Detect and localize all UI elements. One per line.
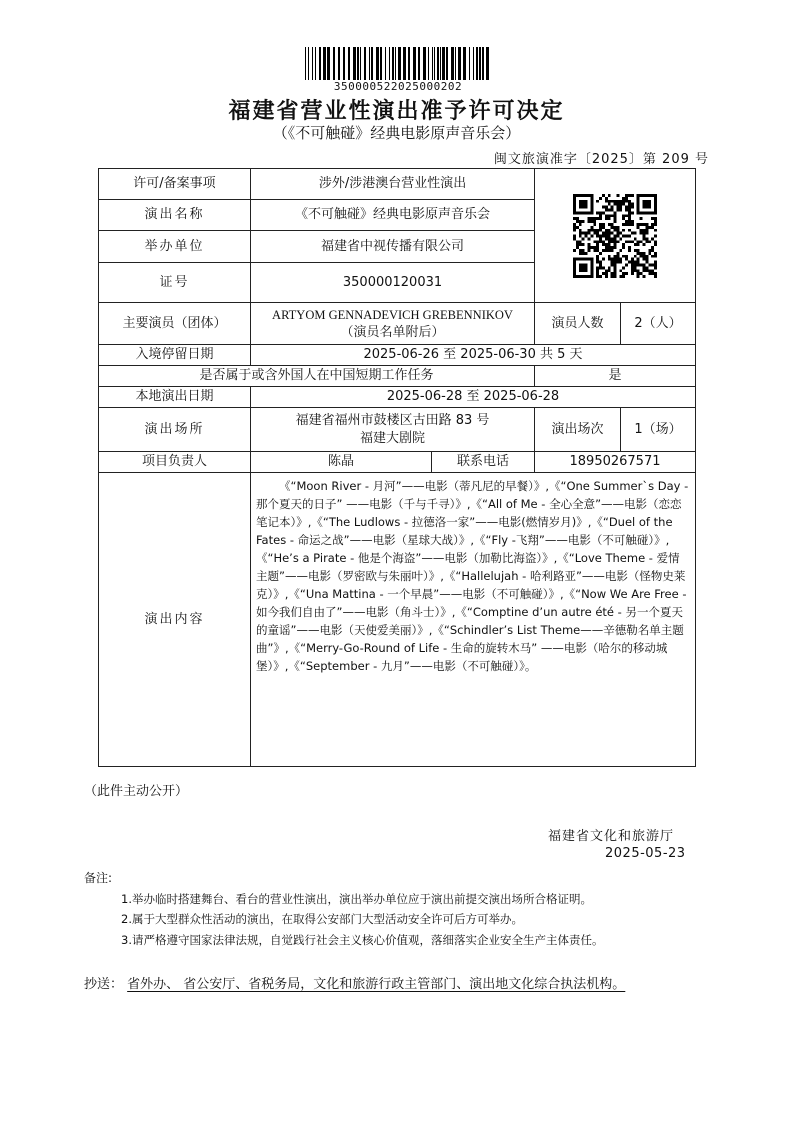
cc-recipients: 省外办、 省公安厅、省税务局，文化和旅游行政主管部门、演出地文化综合执法机构。 [127, 977, 626, 992]
sessions-label: 演出场次 [535, 408, 621, 452]
document-title: 福建省营业性演出准予许可决定 [228, 99, 565, 124]
cc-block [84, 974, 714, 996]
organizer-label: 举办单位 [99, 231, 251, 263]
stay-value: 2025-06-26 至 2025-06-30 共 5 天 [251, 345, 696, 366]
manager-label: 项目负责人 [99, 452, 251, 473]
license-label: 证号 [99, 263, 251, 303]
license-value: 350000120031 [251, 263, 535, 303]
show-name-label: 演出名称 [99, 200, 251, 231]
document-subtitle: （《不可触碰》经典电影原声音乐会） [272, 124, 521, 142]
venue-address: 福建省福州市鼓楼区古田路 83 号 [295, 412, 490, 428]
permit-table [98, 168, 696, 767]
qr-code-image [573, 194, 657, 278]
short-term-label: 是否属于或含外国人在中国短期工作任务 [99, 366, 535, 387]
organizer-value: 福建省中视传播有限公司 [251, 231, 535, 263]
short-term-value: 是 [535, 366, 696, 387]
venue-name: 福建大剧院 [360, 430, 426, 446]
local-dates-label: 本地演出日期 [99, 387, 251, 408]
content-value: 《“Moon River - 月河”——电影（蒂凡尼的早餐）》,《“One Summer`s Day - 那个夏天的日子” ——电影（千与千寻）》,《“All of Me - 全心全意”——电影（恋恋笔记本）》,《“The Ludlows - 拉德洛一家”——电影(燃情岁月)》,《“Duel of the Fates - 命运之战”——电影（星球大战）》,《“Fly -飞翔”——电影（不可触碰）》,《“He’s a Pirate - 他是个海盗”——电影（加勒比海盗）》,《“Love Theme - 爱情主题”——电影（罗密欧与朱丽叶）》,《“Hallelujah - 哈利路亚”——电影（怪物史莱克）》,《“Una Mattina - 一个早晨”——电影（不可触碰）》,《“Now We Are Free - 如今我们自由了”——电影（角斗士）》,《“Comptine d’un autre été - 另一个夏天的童谣”——电影（天使爱美丽）》,《“Schindler’s List Theme——辛德勒名单主题曲”》,《“Merry-Go-Round of Life - 生命的旋转木马” ——电影（哈尔的移动城堡）》,《“September - 九月”——电影（不可触碰）》。 [251, 473, 696, 767]
manager-value: 陈晶 [251, 452, 432, 473]
local-dates-value: 2025-06-28 至 2025-06-28 [251, 387, 696, 408]
content-label: 演出内容 [99, 473, 251, 767]
cc-label: 抄送： [84, 977, 124, 992]
permit-type-value: 涉外/涉港澳台营业性演出 [251, 169, 535, 200]
public-note: （此件主动公开） [84, 784, 189, 799]
phone-label: 联系电话 [432, 452, 535, 473]
venue-value [251, 408, 535, 452]
remark-item: 3.请严格遵守国家法律法规，自觉践行社会主义核心价值观，落细落实企业安全生产主体责任。 [121, 933, 604, 947]
issuer-name: 福建省文化和旅游厅 [548, 829, 675, 844]
venue-label: 演出场所 [99, 408, 251, 452]
performers-label: 主要演员（团体） [99, 303, 251, 345]
qr-cell [535, 169, 696, 303]
sessions-value: 1（场） [621, 408, 696, 452]
show-name-value: 《不可触碰》经典电影原声音乐会 [251, 200, 535, 231]
performers-note: （演员名单附后） [340, 324, 445, 340]
remark-item: 1.举办临时搭建舞台、看台的营业性演出，演出举办单位应于演出前提交演出场所合格证明。 [121, 892, 592, 906]
remarks-heading: 备注: [84, 871, 113, 885]
stay-label: 入境停留日期 [99, 345, 251, 366]
barcode-image [305, 47, 491, 80]
document-number: 闽文旅演准字〔2025〕第 209 号 [493, 152, 709, 167]
phone-value: 18950267571 [535, 452, 696, 473]
performers-name: ARTYOM GENNADEVICH GREBENNIKOV [272, 307, 513, 322]
remark-item: 2.属于大型群众性活动的演出，在取得公安部门大型活动安全许可后方可举办。 [121, 912, 523, 926]
barcode-number: 350000522025000202 [333, 80, 463, 93]
permit-type-label: 许可/备案事项 [99, 169, 251, 200]
performer-count-value: 2（人） [621, 303, 696, 345]
issue-date: 2025-05-23 [605, 846, 686, 861]
performer-count-label: 演员人数 [535, 303, 621, 345]
performers-value [251, 303, 535, 345]
